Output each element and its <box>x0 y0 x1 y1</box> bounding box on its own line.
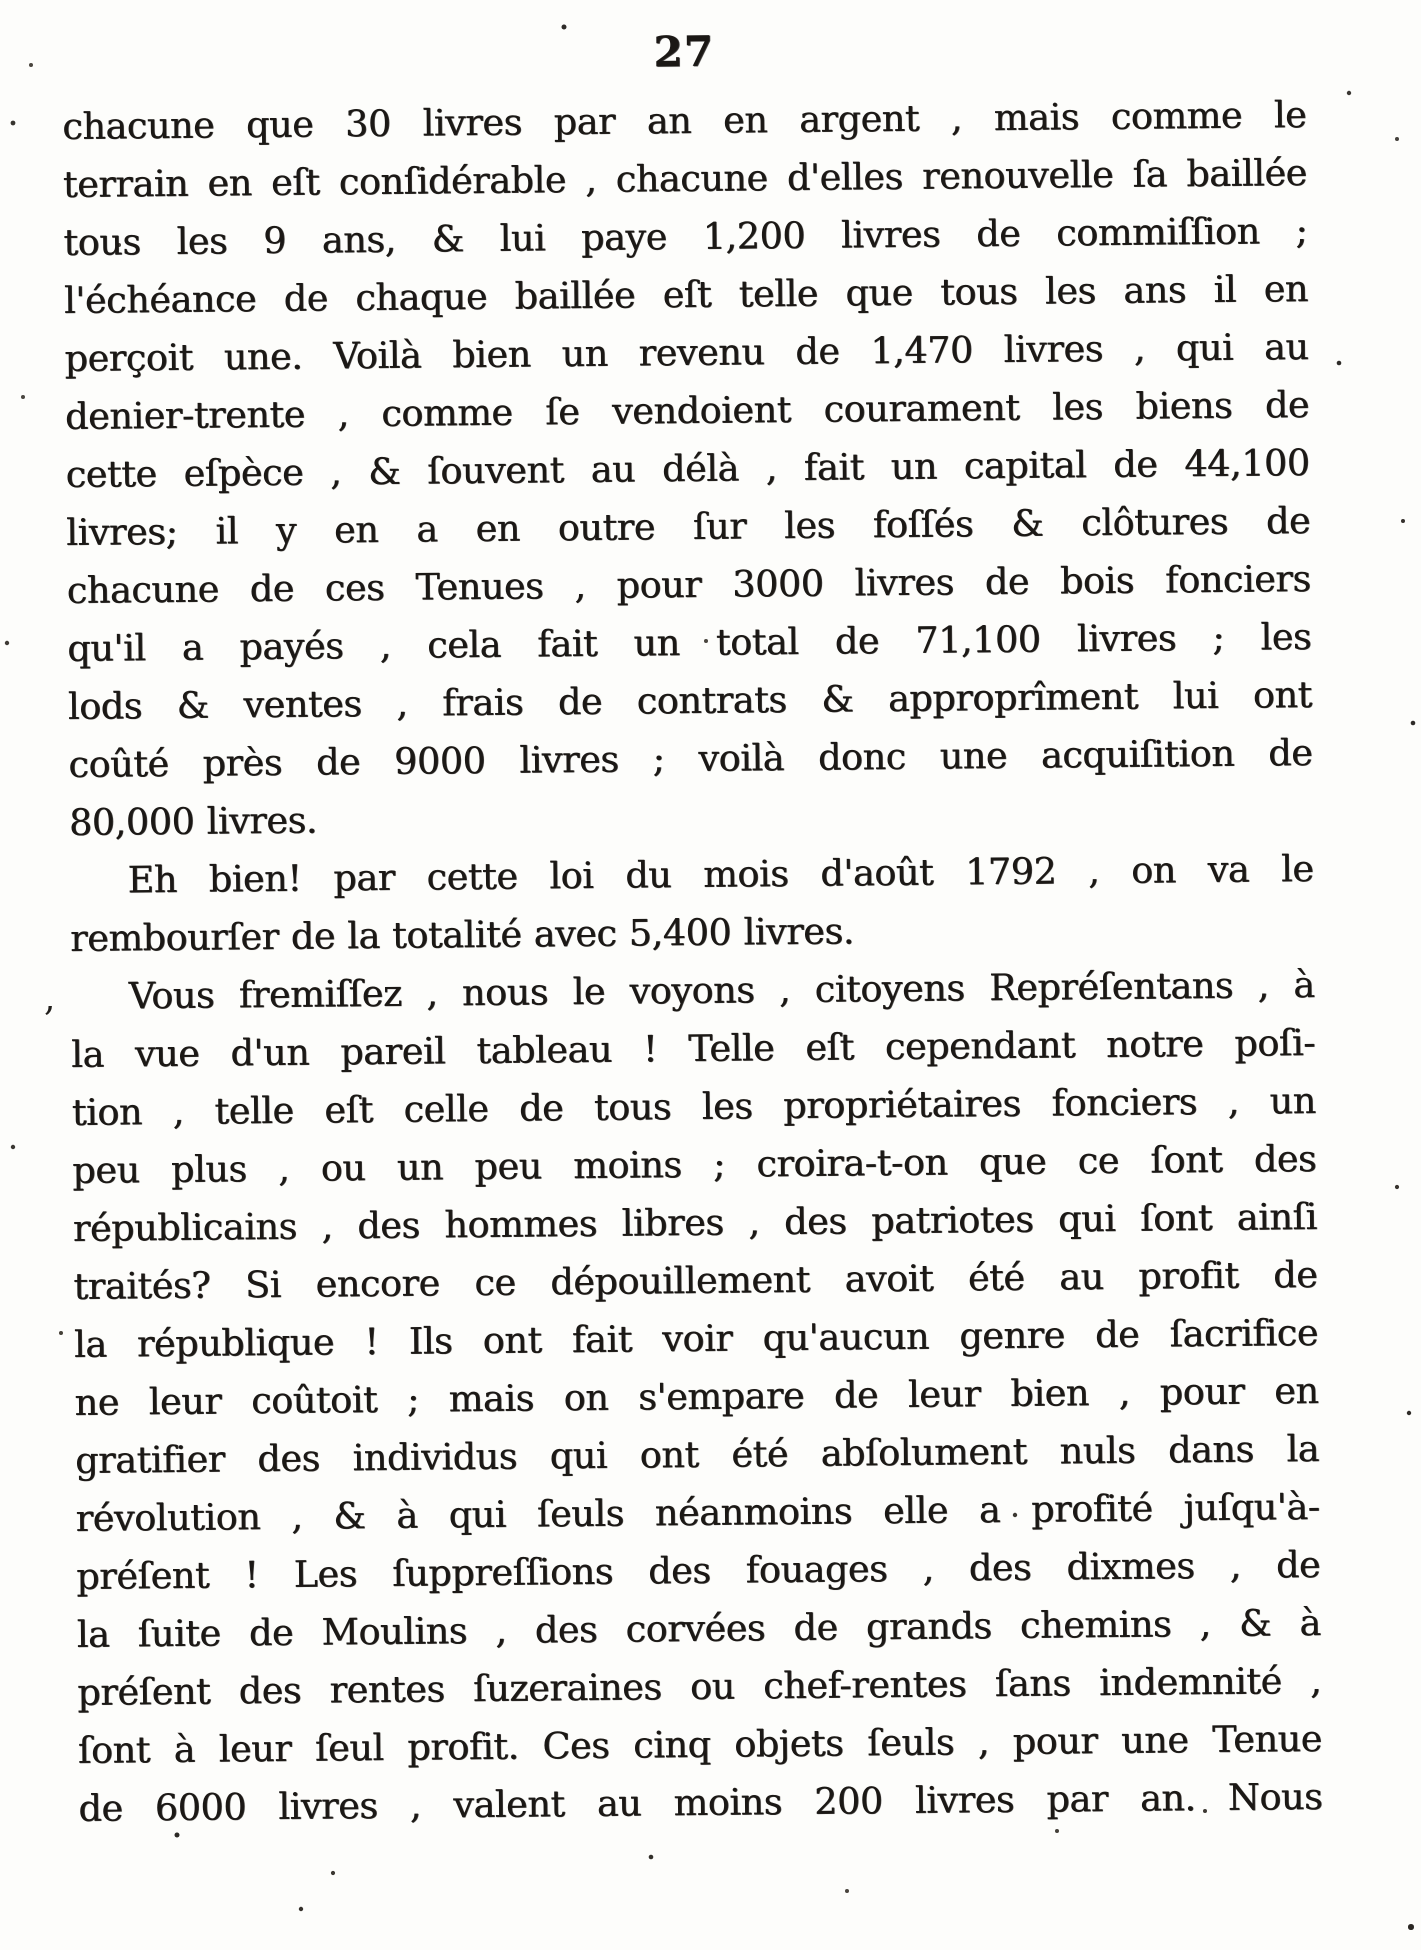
text-line: l'échéance de chaque baillée eſt telle que tous les ans il en <box>63 267 1309 322</box>
stray-ink-mark: , <box>44 978 56 1019</box>
text-line: Vous fremiſſez , nous le voyons , citoyens Repréſentans , à <box>128 963 1315 1018</box>
scan-speckles <box>0 0 2 2</box>
body-text <box>62 86 1323 1838</box>
text-line: tous les 9 ans, & lui paye 1,200 livres de commiſſion ; <box>63 209 1308 265</box>
page-content <box>61 18 1322 1838</box>
text-line: qu'il a payés , cela fait un total de 71,100 livres ; les <box>67 615 1312 670</box>
text-line: peu plus , ou un peu moins ; croira-t-on que ce ſont des <box>72 1137 1317 1192</box>
text-line: cette eſpèce , & ſouvent au délà , fait un capital de 44,100 <box>65 441 1310 496</box>
text-line: ſont à leur ſeul profit. Ces cinq objets ſeuls , pour une Tenue <box>77 1716 1323 1772</box>
paragraph <box>69 840 1314 968</box>
text-line: la république ! Ils ont fait voir qu'aucun genre de ſacrifice <box>73 1311 1319 1366</box>
text-line: la ſuite de Moulins , des corvées de grands chemins , & à <box>76 1600 1321 1656</box>
text-line: perçoit une. Voilà bien un revenu de 1,470 livres , qui au <box>64 325 1309 380</box>
text-line: préſent des rentes ſuzeraines ou chef-rentes ſans indemnité , <box>77 1658 1322 1714</box>
text-line: préſent ! Les ſuppreſſions des fouages , des dixmes , de <box>75 1543 1321 1598</box>
text-line: rembourſer de la totalité avec 5,400 livres. <box>69 909 855 960</box>
text-line: livres; il y en a en outre ſur les foſſés & clôtures de <box>65 499 1311 554</box>
text-line: chacune que 30 livres par an en argent , mais comme le <box>62 93 1307 149</box>
text-line: tion , telle eſt celle de tous les propriétaires fonciers , un <box>71 1079 1316 1134</box>
text-line: lods & ventes , frais de contrats & approprîment lui ont <box>67 673 1312 728</box>
page-number: 27 <box>653 26 715 77</box>
text-line: ne leur coûtoit ; mais on s'empare de leur bien , pour en <box>74 1369 1319 1424</box>
text-line: 80,000 livres. <box>68 798 318 844</box>
text-line: gratifier des individus qui ont été abſolument nuls dans la <box>74 1427 1320 1482</box>
text-line: denier-trente , comme ſe vendoient courament les biens de <box>64 383 1310 438</box>
text-line: révolution , & à qui ſeuls néanmoins elle a profité juſqu'à- <box>75 1485 1320 1540</box>
paragraph <box>62 86 1313 852</box>
text-line: traités? Si encore ce dépouillement avoit été au profit de <box>73 1253 1318 1308</box>
text-line: terrain en eſt conſidérable , chacune d'elles renouvelle ſa baillée <box>62 151 1307 207</box>
text-line: la vue d'un pareil tableau ! Telle eſt cependant notre poſi- <box>70 1021 1316 1076</box>
text-line: Eh bien! par cette loi du mois d'août 1792 , on va le <box>127 847 1314 902</box>
text-line: chacune de ces Tenues , pour 3000 livres de bois fonciers <box>66 557 1311 612</box>
paragraph <box>70 956 1322 1838</box>
text-line: coûté près de 9000 livres ; voilà donc une acquiſition de <box>68 731 1313 786</box>
text-line: de 6000 livres , valent au moins 200 livres par an. Nous <box>78 1774 1323 1830</box>
text-line: républicains , des hommes libres , des patriotes qui ſont ainſi <box>72 1195 1318 1250</box>
